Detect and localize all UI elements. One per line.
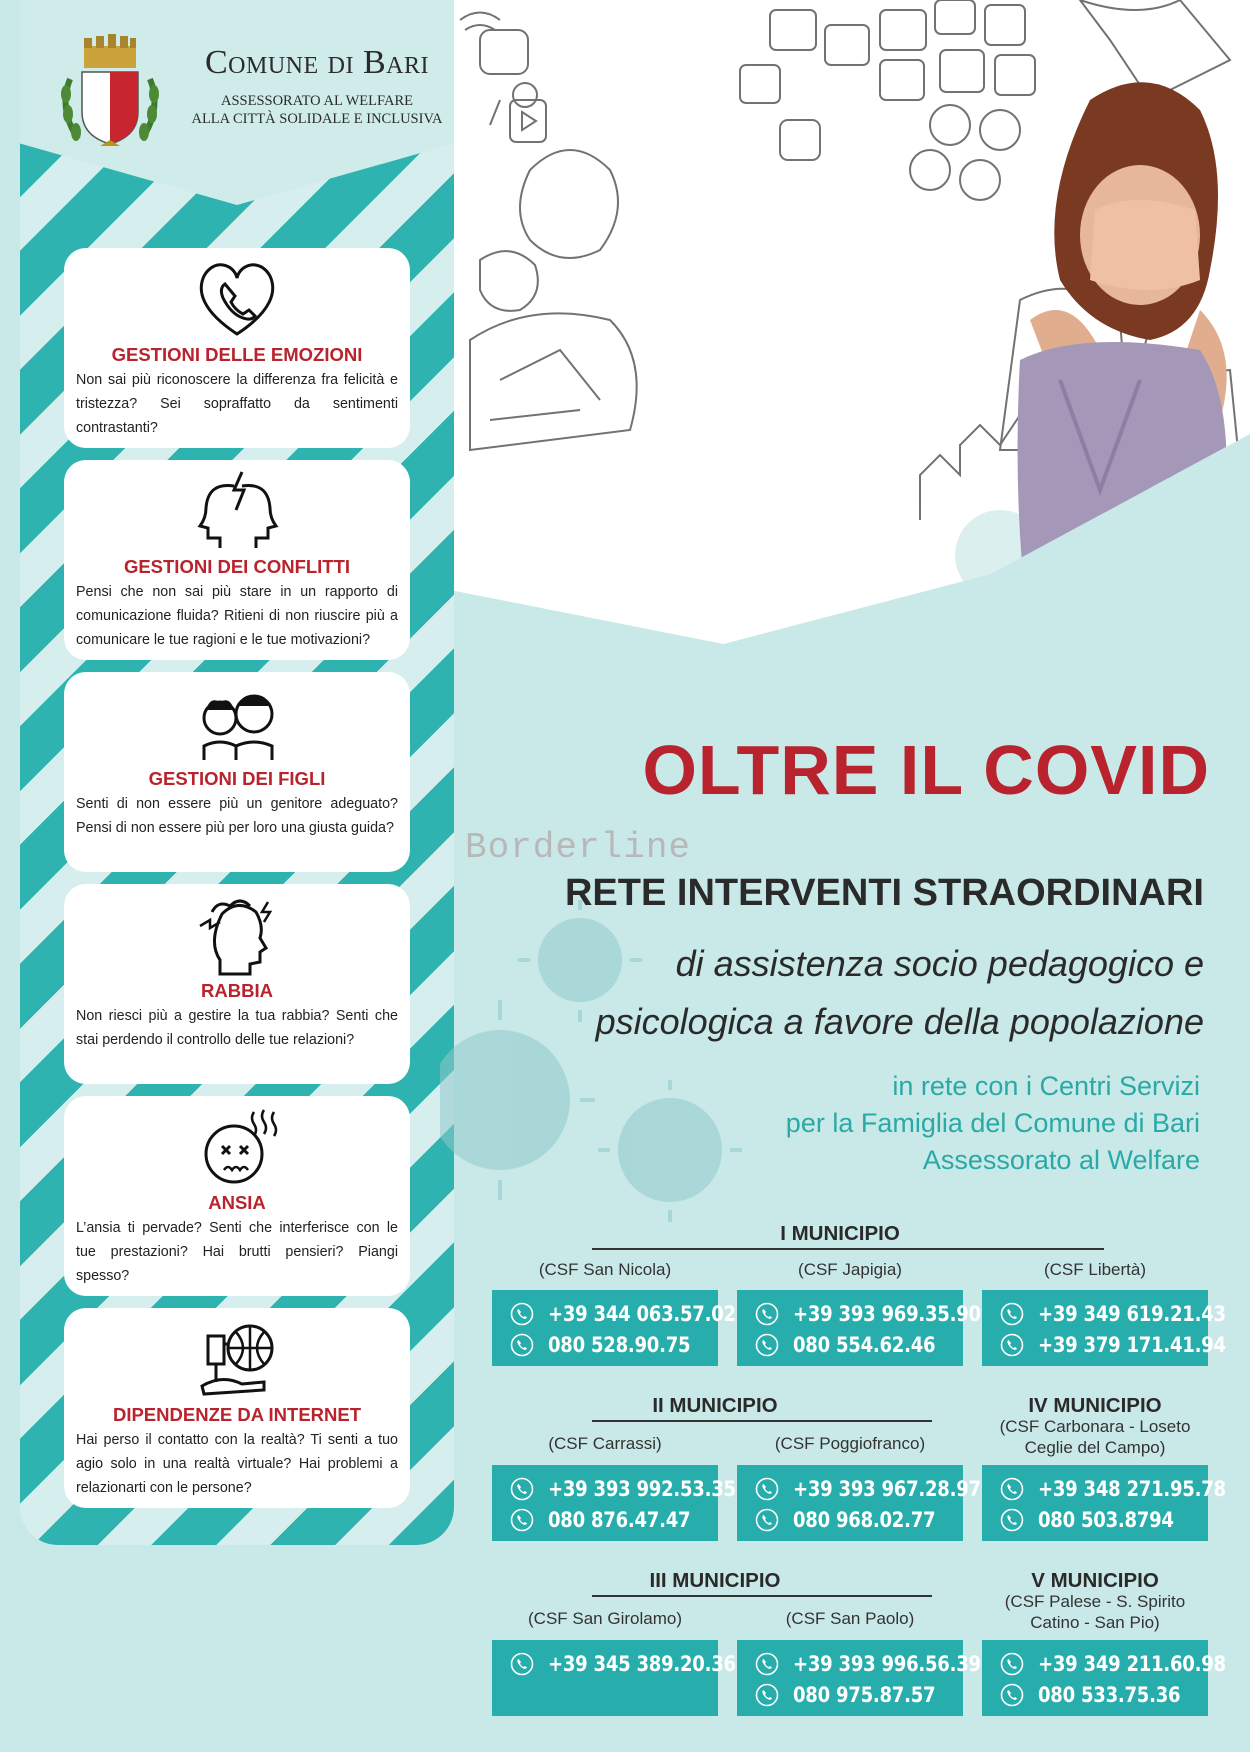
municipio-label: III MUNICIPIO: [649, 1569, 781, 1592]
phone-icon: [755, 1302, 779, 1326]
card-text: Senti di non essere più un genitore adeguato? Pensi di non essere più per loro una giusta guida?: [76, 796, 398, 836]
phone-row[interactable]: [1000, 1473, 1226, 1504]
municipio-label: IV MUNICIPIO: [1028, 1394, 1162, 1417]
phone-icon: [755, 1477, 779, 1501]
csf-name: (CSF San Nicola): [538, 1260, 672, 1279]
anxious-face-icon: [192, 1104, 282, 1188]
phone-number: +39 379 171.41.94: [1038, 1332, 1226, 1357]
phone-box: [982, 1465, 1226, 1541]
card-anger: [64, 884, 410, 1084]
card-anxiety: [64, 1096, 410, 1296]
phone-row[interactable]: [510, 1648, 736, 1679]
network-line1: in rete con i Centri Servizi: [892, 1071, 1200, 1101]
phone-icon: [510, 1508, 534, 1532]
phone-number: 080 876.47.47: [548, 1507, 691, 1532]
phone-icon: [755, 1508, 779, 1532]
phone-row[interactable]: [1000, 1329, 1226, 1360]
network-info: [660, 1068, 1200, 1179]
card-title: RABBIA: [201, 980, 273, 1001]
card-text: L’ansia ti pervade? Senti che interferisce con le tue prestazioni? Hai brutti pensieri? Piangi spesso?: [76, 1220, 398, 1284]
phone-number: 080 968.02.77: [793, 1507, 936, 1532]
card-text: Pensi che non sai più stare in un rapporto di comunicazione fluida? Ritieni di non riuscire più a comunicare le tue ragioni e le tue motivazioni?: [76, 584, 398, 648]
municipio-label: I MUNICIPIO: [780, 1222, 900, 1245]
phone-number: 080 975.87.57: [793, 1682, 936, 1707]
phone-icon: [1000, 1477, 1024, 1501]
card-title: GESTIONI DEI CONFLITTI: [123, 556, 351, 577]
phone-number: +39 348 271.95.78: [1038, 1476, 1226, 1501]
card-title: DIPENDENZE DA INTERNET: [112, 1404, 362, 1425]
phone-row[interactable]: [755, 1473, 981, 1504]
card-emotions: [64, 248, 410, 448]
card-text: Non riesci più a gestire la tua rabbia? Senti che stai perdendo il controllo delle tue relazioni?: [76, 1008, 398, 1048]
phone-row[interactable]: [755, 1679, 963, 1710]
csf-name-line1: (CSF Palese - S. Spirito: [1004, 1592, 1186, 1611]
phone-number: 080 554.62.46: [793, 1332, 936, 1357]
card-text: Hai perso il contatto con la realtà? Ti senti a tuo agio solo in una realtà virtuale? Hai problemi a relazionarti con le persone?: [76, 1432, 398, 1496]
distressed-woman-image: [1000, 60, 1250, 700]
hero-illustration: [440, 0, 1250, 700]
internet-addiction-icon: [192, 1316, 282, 1400]
phone-number: +39 393 967.28.97: [793, 1476, 981, 1501]
phone-icon: [510, 1333, 534, 1357]
card-text: Non sai più riconoscere la differenza fra felicità e tristezza? Sei sopraffatto da sentimenti contrastanti?: [76, 372, 398, 436]
phone-icon: [510, 1302, 534, 1326]
csf-name: (CSF San Paolo): [785, 1609, 915, 1628]
bari-coat-of-arms-logo: [56, 34, 164, 152]
phone-icon: [510, 1652, 534, 1676]
phone-box: [982, 1640, 1226, 1716]
card-children: [64, 672, 410, 872]
phone-box: [492, 1640, 736, 1716]
municipio-label: V MUNICIPIO: [1031, 1569, 1159, 1592]
phone-number: +39 393 969.35.90: [793, 1301, 981, 1326]
phone-icon: [510, 1477, 534, 1501]
csf-name-line1: (CSF Carbonara - Loseto: [999, 1417, 1191, 1436]
phone-box: [982, 1290, 1226, 1366]
heart-phone-icon: [192, 256, 282, 340]
city-name: Comune di Bari: [204, 44, 429, 81]
phone-number: +39 349 619.21.43: [1038, 1301, 1226, 1326]
municipio-divider: [592, 1248, 1104, 1250]
phone-row[interactable]: [755, 1648, 981, 1679]
description: [470, 935, 1204, 1051]
description-line2: psicologica a favore della popolazione: [595, 1001, 1204, 1042]
phone-row[interactable]: [1000, 1504, 1208, 1535]
phone-number: 080 503.8794: [1038, 1507, 1174, 1532]
watermark: Borderline: [465, 827, 692, 868]
angry-head-icon: [192, 892, 282, 976]
csf-name: (CSF Poggiofranco): [774, 1434, 926, 1453]
conflict-heads-icon: [192, 468, 282, 552]
card-internet: [64, 1308, 410, 1508]
phone-icon: [1000, 1508, 1024, 1532]
csf-name-line2: Ceglie del Campo): [1024, 1438, 1166, 1457]
phone-icon: [1000, 1683, 1024, 1707]
phone-number: +39 393 992.53.35: [548, 1476, 736, 1501]
phone-row[interactable]: [755, 1329, 963, 1360]
municipio-label: II MUNICIPIO: [652, 1394, 778, 1417]
phone-row[interactable]: [1000, 1648, 1226, 1679]
csf-name: (CSF Carrassi): [548, 1434, 662, 1453]
phone-row[interactable]: [1000, 1679, 1208, 1710]
phone-row[interactable]: [755, 1504, 963, 1535]
card-conflicts: [64, 460, 410, 660]
phone-row[interactable]: [510, 1329, 718, 1360]
csf-name: (CSF San Girolamo): [528, 1609, 682, 1628]
department-line1: ASSESSORATO AL WELFARE: [220, 93, 414, 109]
phone-row[interactable]: [510, 1504, 718, 1535]
phone-number: 080 528.90.75: [548, 1332, 691, 1357]
phone-number: +39 345 389.20.36: [548, 1651, 736, 1676]
phone-row[interactable]: [755, 1298, 981, 1329]
municipio-divider: [592, 1595, 932, 1597]
left-panel: [20, 0, 454, 1545]
csf-name: (CSF Japigia): [798, 1260, 902, 1279]
csf-name-line2: Catino - San Pio): [1030, 1613, 1160, 1632]
subtitle: RETE INTERVENTI STRAORDINARI: [564, 872, 1204, 914]
phone-number: 080 533.75.36: [1038, 1682, 1181, 1707]
phone-box: [737, 1290, 981, 1366]
phone-number: +39 393 996.56.39: [793, 1651, 981, 1676]
department-name: [172, 92, 454, 128]
phone-icon: [1000, 1652, 1024, 1676]
phone-icon: [1000, 1302, 1024, 1326]
phone-box: [492, 1465, 736, 1541]
phone-icon: [755, 1683, 779, 1707]
card-title: ANSIA: [208, 1192, 266, 1213]
phone-icon: [1000, 1333, 1024, 1357]
municipio-divider: [592, 1420, 932, 1422]
phone-number: +39 344 063.57.02: [548, 1301, 736, 1326]
card-title: GESTIONI DELLE EMOZIONI: [111, 344, 363, 365]
phone-row[interactable]: [510, 1473, 736, 1504]
phone-box: [492, 1290, 736, 1366]
phone-icon: [755, 1652, 779, 1676]
children-icon: [192, 680, 282, 764]
department-line2: ALLA CITTÀ SOLIDALE E INCLUSIVA: [191, 111, 443, 127]
csf-name: (CSF Libertà): [1043, 1260, 1147, 1279]
phone-box: [737, 1640, 981, 1716]
phone-row[interactable]: [510, 1298, 736, 1329]
csf-name: [982, 1416, 1208, 1458]
card-title: GESTIONI DEI FIGLI: [148, 768, 326, 789]
description-line1: di assistenza socio pedagogico e: [675, 943, 1204, 984]
network-line2: per la Famiglia del Comune di Bari: [785, 1108, 1200, 1138]
phone-icon: [755, 1333, 779, 1357]
csf-name: [982, 1591, 1208, 1633]
phone-row[interactable]: [1000, 1298, 1226, 1329]
phone-number: +39 349 211.60.98: [1038, 1651, 1226, 1676]
main-title: OLTRE IL COVID: [642, 731, 1210, 809]
phone-box: [737, 1465, 981, 1541]
network-line3: Assessorato al Welfare: [922, 1145, 1200, 1175]
